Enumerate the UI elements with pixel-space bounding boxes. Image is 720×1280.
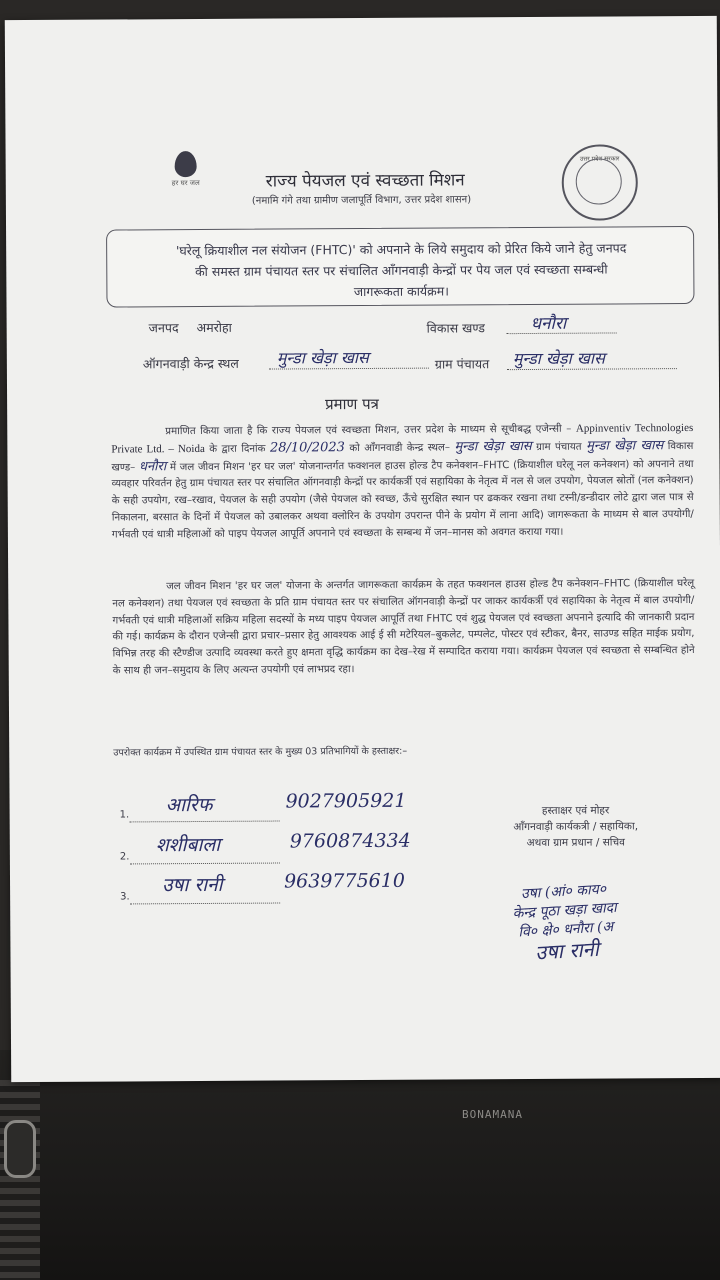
p3-text: को आँगनवाडी केन्द्र स्थल– [349, 442, 451, 454]
participant-name: आरिफ [165, 793, 213, 817]
participant-number: 3. [120, 891, 130, 903]
signature-line-3: अथवा ग्राम प्रधान / सचिव [526, 836, 626, 850]
zipper-teeth [0, 1080, 40, 1280]
background-fabric [0, 1050, 720, 1280]
participant-dotline [130, 903, 280, 905]
program-box-text [118, 237, 684, 303]
stamp-line-1: उषा (आं० काय० [520, 881, 607, 903]
certificate-title: प्रमाण पत्र [325, 394, 379, 414]
participant-dotline [130, 863, 280, 865]
government-seal [562, 144, 638, 220]
zipper-pull [4, 1120, 36, 1178]
event-panchayat: मुन्डा खेड़ा खास [586, 437, 664, 454]
p5-text: विकास खण्ड– [111, 440, 694, 474]
program-line-2: की समस्त ग्राम पंचायत स्तर पर संचालित आँगनवाड़ी केन्द्रों पर पेय जल एवं स्वच्छता सम्बन्धी [194, 261, 608, 280]
p2-text: के द्वारा दिनांक [209, 443, 266, 455]
event-centre: मुन्डा खेड़ा खास [454, 438, 532, 455]
district-label: जनपद [148, 320, 179, 336]
district-value: अमरोहा [196, 319, 232, 336]
event-date: 28/10/2023 [269, 439, 345, 456]
official-stamp [478, 878, 652, 966]
participant-number: 1. [119, 809, 130, 821]
paragraph-2: जल जीवन मिशन 'हर घर जल' योजना के अन्तर्गत जागरूकता कार्यक्रम के तहत फक्शनल हाउस होल्ड टैप कनेक्शन–FHTC (क्रियाशील घरेलू नल कनेक्शन) तथा पेयजल एवं स्वच्छता के प्रति ग्राम पंचायत स्तर पर संचालित ऑगनवाड़ी केन्द्रों पर जाकर कार्यकर्त्री एवं सहायिका के नेतृत्व में बाल उपयोगी/गर्भवती एवं धात्री महिलाओं सक्रिय महिला सदस्यों के मध्य पाइप पेयजल आपूर्ति तथा FHTC एवं शुद्ध पेयजल एवं स्वच्छता अपनाने इत्यादि की जानकारी प्रदान की गई। कार्यक्रम के दौरान एजेन्सी द्वारा प्रचार–प्रसार हेतु आवश्यक आई ई सी मटेरियल–बुकलेट, पम्पलेट, पोस्टर एवं स्टीकर, बैनर, साउण्ड सहित माईक प्रयोग, विभिन्न तरह की स्टैण्डीज उत्पादि व्यवस्था करते हुए क्षमता वृद्धि कार्यक्रम का देख–रेख में सम्पादित कराया गया। कार्यक्रम पेयजल एवं स्वच्छता से सम्बन्धित होने के साथ ही जन–समुदाय के लिए अत्यन्त उपयोगी एवं लाभप्रद रहा। [112, 577, 695, 677]
centre-label: ऑगनवाड़ी केन्द्र स्थल [142, 355, 239, 372]
logo-tag: हर घर जल [171, 178, 200, 188]
seal-emblem-icon [576, 158, 622, 204]
participant-name: उषा रानी [161, 873, 223, 897]
participant-phone: 9639775610 [283, 869, 405, 893]
water-drop-icon [175, 151, 197, 177]
panchayat-label: ग्राम पंचायत [434, 356, 490, 372]
participants-intro: उपरोक्त कार्यक्रम में उपस्थित ग्राम पंचायत स्तर के मुख्य 03 प्रतिभागियों के हस्ताक्षर:– [113, 745, 408, 759]
agency-name: Appinventiv Technologies Private Ltd. – Noida [111, 421, 694, 456]
stamp-signature: उषा रानी [534, 936, 600, 965]
paragraph-1 [111, 420, 694, 544]
block-value: धनौरा [530, 313, 567, 334]
participant-dotline [130, 821, 280, 823]
p6-text: में जल जीवन मिशन 'हर घर जल' योजनान्तर्गत फक्शनल हाउस होल्ड टैप कनेक्शन–FHTC (क्रियाशील घरेलू नल कनेक्शन) को अपनाने तथा व्यवहार परिवर्तन हेतु ग्राम पंचायत स्तर पर संचालित ऑगनवाड़ी केन्द्रों पर कार्यकर्त्री एवं सहायिका के नेतृत्व में नल से जल उपयोग, पेयजल स्रोतों (नल कनेक्शन) के सही उपयोग, रख–रखाव, पेयजल के सही उपयोग (जैसे पेयजल को स्वच्छ, ऊँचे सुरक्षित स्थान पर ढककर रखना तथा टस्नी/डन्डीदार लोटे द्वारा जल पात्र से निकालना, बरसात के दिनों में पेयजल को उबालकर अथवा क्लोरिन के उपयोग उपरान्त पीने के प्रयोग में लाना आदि) जागरूकता के माध्यम से बाल उपयोगी/गर्भवती एवं धात्री महिलाओं को पाइप पेयजल आपूर्ति अपनाने एवं स्वच्छता के सम्बन्ध में जन–मानस को अवगत कराया गया। [111, 458, 694, 541]
signature-line-1: हस्ताक्षर एवं मोहर [541, 804, 610, 817]
signature-line-2: आँगनवाड़ी कार्यकत्री / सहायिका, [513, 820, 639, 834]
participant-phone: 9760874334 [289, 829, 411, 853]
p1-text: प्रमाणित किया जाता है कि राज्य पेयजल एवं स्वच्छता मिशन, उत्तर प्रदेश के माध्यम से सूचीबद्ध एजेन्सी – [165, 423, 572, 438]
participant-name: शशीबाला [155, 833, 221, 857]
stamp-line-2: केन्द्र पूठा खड़ा खादा [512, 899, 618, 922]
seal-text: उत्तर प्रदेश सरकार [579, 155, 620, 163]
document-page [5, 16, 720, 1082]
program-line-3: जागरूकता कार्यक्रम। [353, 283, 450, 300]
event-block: धनौरा [138, 458, 167, 474]
stamp-line-3: वि० क्षे० धनौरा (अ [517, 919, 614, 941]
p4-text: ग्राम पंचायत [536, 441, 582, 453]
participant-phone: 9027905921 [285, 789, 407, 813]
centre-value: मुन्डा खेड़ा खास [276, 347, 369, 368]
page-title: राज्य पेयजल एवं स्वच्छता मिशन [265, 170, 465, 192]
block-label: विकास खण्ड [426, 320, 486, 336]
mission-logo [166, 151, 206, 187]
participant-number: 2. [119, 851, 130, 863]
brand-tag: BONAMANA [462, 1108, 523, 1121]
signature-block [496, 802, 656, 851]
panchayat-value: मुन्डा खेड़ा खास [512, 348, 605, 369]
page-subtitle: (नमामि गंगे तथा ग्रामीण जलापूर्ति विभाग, उत्तर प्रदेश शासन) [251, 194, 472, 207]
program-line-1: 'घरेलू क्रियाशील नल संयोजन (FHTC)' को अपनाने के लिये समुदाय को प्रेरित किये जाने हेतु जनपद [175, 240, 627, 259]
